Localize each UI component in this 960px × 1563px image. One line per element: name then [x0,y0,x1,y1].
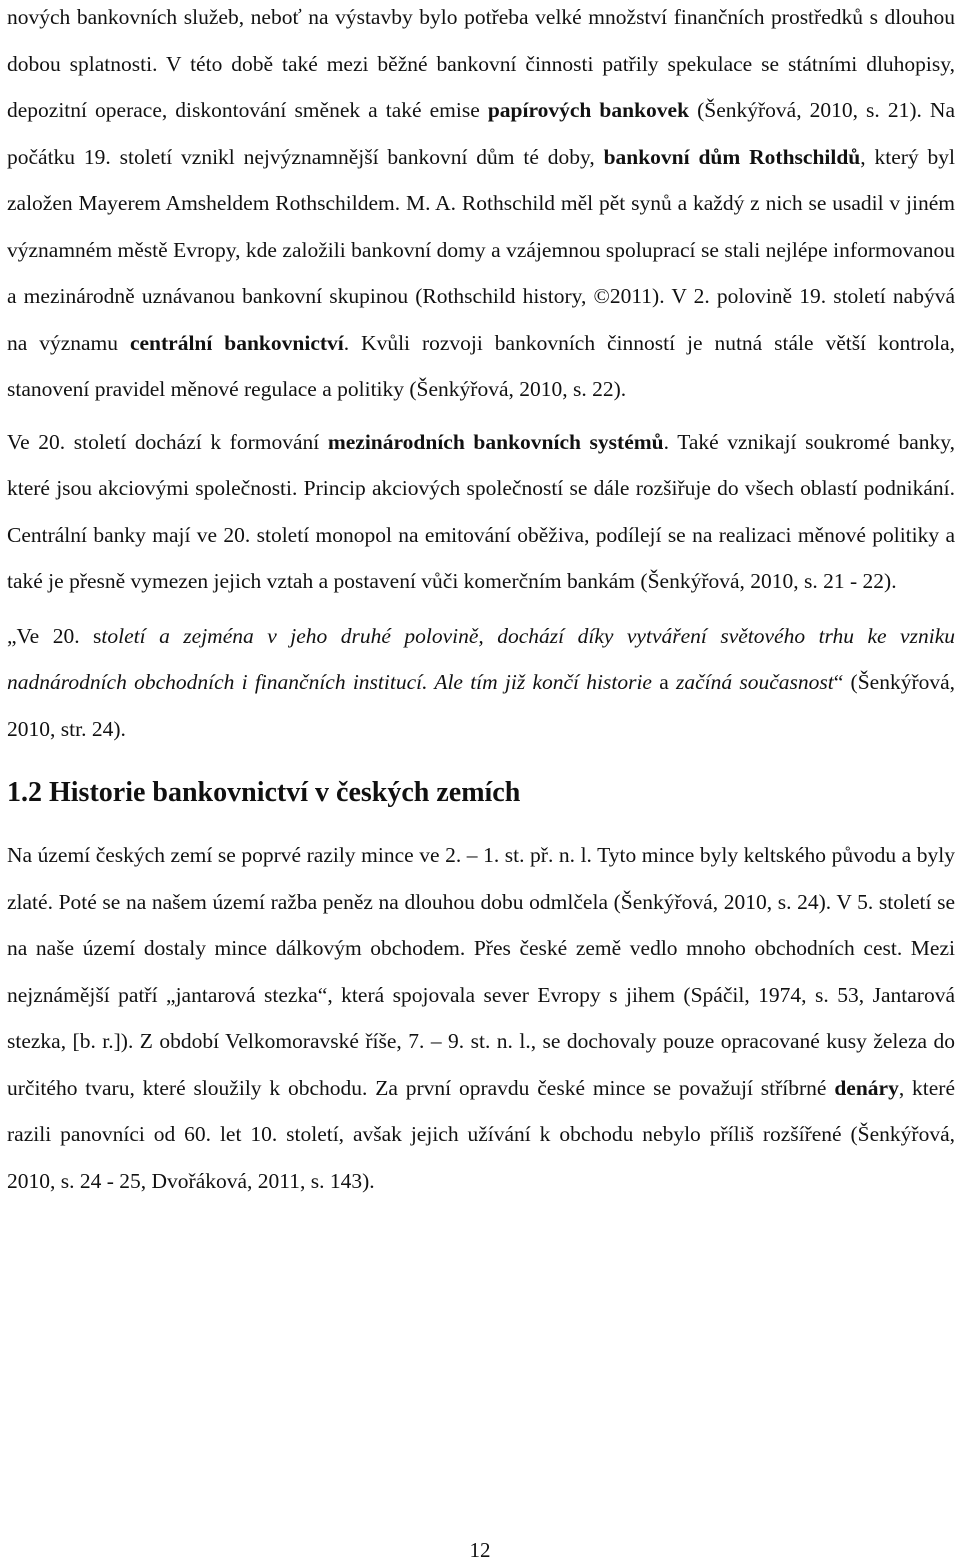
paragraph-quote [7,613,955,753]
bold-term-denars: denáry [834,1075,899,1100]
text-run: „Ve 20. s [7,623,102,648]
paragraph-20th-century [7,419,955,605]
text-run: nových bankovních služeb, neboť na výstavby bylo potřeba velké množství finančních prostředků s dlouhou dobou splatnosti. V této době také mezi běžné bankovní činnosti patřily spekulace se státními dluhopisy, depozitní operace, diskontování směnek a také emise [7,5,955,122]
text-run: (Šenkýřová, 2010, s. 21). Na počátku 19. století vznikl nejvýznamnější bankovní dům té doby, [7,98,955,169]
paragraph-banking-history [7,0,955,413]
text-run: “ (Šenkýřová, 2010, str. 24). [7,670,956,741]
text-run: Ve 20. století dochází k formování [7,429,328,454]
text-run: . Kvůli rozvoji bankovních činností je nutná stále větší kontrola, stanovení pravidel měnové regulace a politiky (Šenkýřová, 2010, s. 22). [7,330,955,401]
italic-quote-end: začíná současnost [676,670,834,694]
text-run: , které razili panovníci od 60. let 10. století, avšak jejich užívání k obchodu nebylo příliš rozšířené (Šenkýřová, 2010, s. 24 - 25, Dvořáková, 2011, s. 143). [7,1075,955,1193]
text-run: a [651,670,677,694]
bold-term-international-systems: mezinárodních bankovních systémů [327,429,664,454]
page-number: 12 [469,1538,491,1562]
text-run: . Také vznikají soukromé banky, které jsou akciovými společnosti. Princip akciových společností se dále rozšiřuje do všech oblastí podnikání. Centrální banky mají ve 20. století monopol na emitování oběživa, podílejí se na realizaci měnové politiky a také je přesně vymezen jejich vztah a postavení vůči komerčním bankám (Šenkýřová, 2010, s. 21 - 22). [7,429,956,593]
bold-term-rothschild-house: bankovní dům Rothschildů [603,144,861,169]
text-run: Na území českých zemí se poprvé razily mince ve 2. – 1. st. př. n. l. Tyto mince byly keltského původu a byly zlaté. Poté se na našem území ražba peněz na dlouhou dobu odmlčela (Šenkýřová, 2010, s. 24). V 5. století se na naše území dostaly mince dálkovým obchodem. Přes české země vedlo mnoho obchodních cest. Mezi nejznámější patří „jantarová stezka“, která spojovala sever Evropy s jihem (Spáčil, 1974, s. 53, Jantarová stezka, [b. r.]). Z období Velkomoravské říše, 7. – 9. st. n. l., se dochovaly pouze opracované kusy železa do určitého tvaru, které sloužily k obchodu. Za první opravdu české mince se považují stříbrné [7,843,955,1100]
paragraph-czech-history [7,832,955,1204]
italic-quote: toletí a zejména v jeho druhé polovině, dochází díky vytváření světového trhu ke vzniku nadnárodních obchodních i finančních institucí. Ale tím již končí historie [7,623,955,694]
bold-term-central-banking: centrální bankovnictví [129,330,344,355]
bold-term-paper-banknotes: papírových bankovek [487,98,690,122]
text-run: , který byl založen Mayerem Amsheldem Rothschildem. M. A. Rothschild měl pět synů a každý z nich se usadil v jiném významném městě Evropy, kde založili bankovní domy a vzájemnou spoluprací se stali nejlépe informovanou a mezinárodně uznávanou bankovní skupinou (Rothschild history, ©2011). V 2. polovině 19. století nabývá na významu [7,144,955,355]
document-page [7,0,955,1204]
section-heading: 1.2 Historie bankovnictví v českých zemích [7,777,521,808]
